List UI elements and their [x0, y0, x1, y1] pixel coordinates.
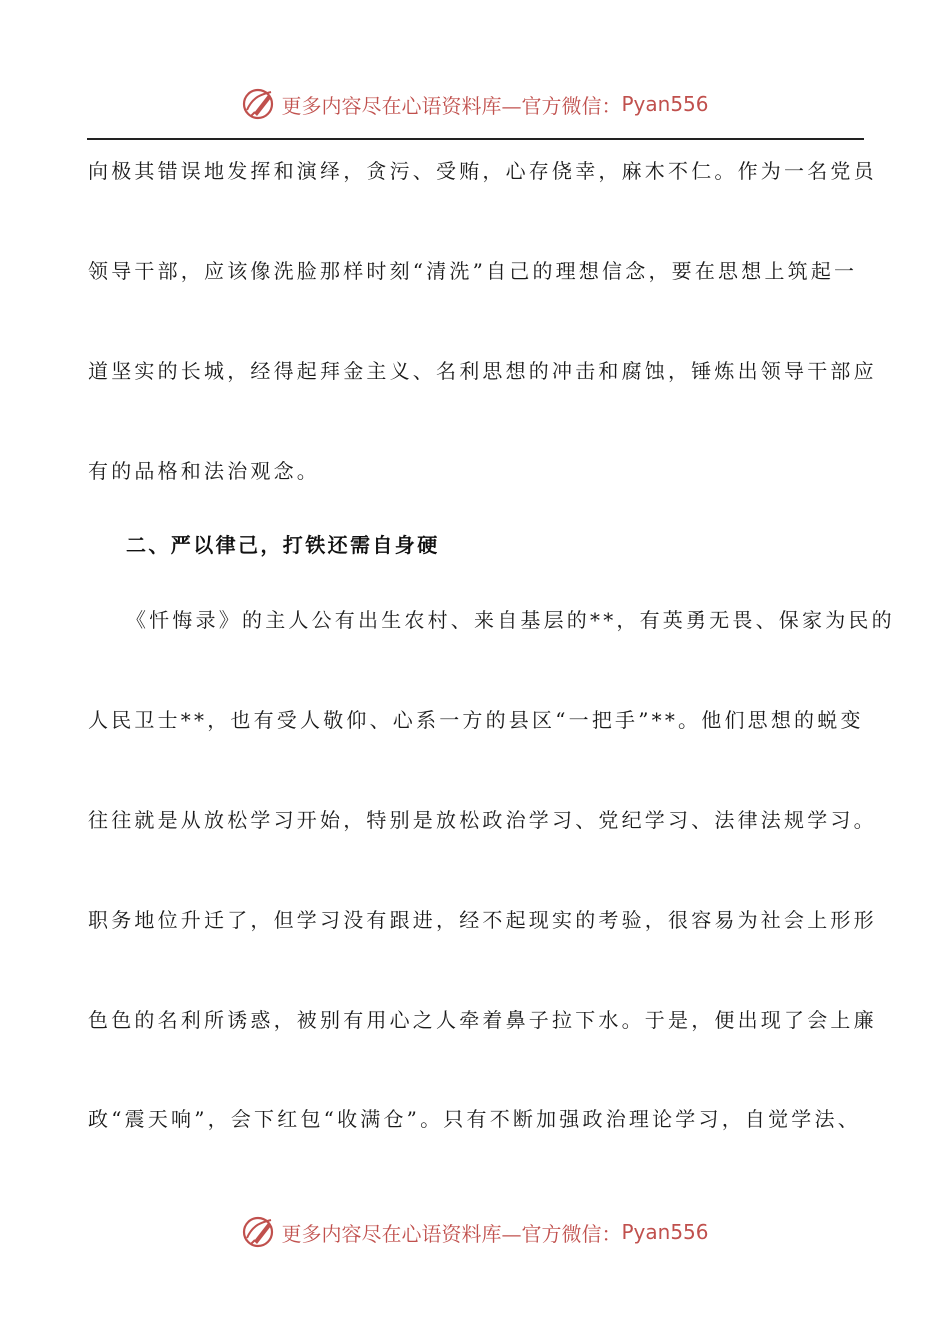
body-line-10: 政“震天响”，会下红包“收满仓”。只有不断加强政治理论学习，自觉学法、	[88, 1107, 861, 1131]
footer-wechat-id: Pyan556	[621, 1220, 709, 1244]
body-line-9: 色色的名利所诱惑，被别有用心之人牵着鼻子拉下水。于是，便出现了会上廉	[88, 1008, 877, 1032]
body-line-8: 职务地位升迁了，但学习没有跟进，经不起现实的考验，很容易为社会上形形	[88, 908, 877, 932]
header-banner	[0, 84, 950, 124]
section-heading: 二、严以律己，打铁还需自身硬	[126, 533, 440, 557]
header-wechat-id: Pyan556	[621, 92, 709, 116]
body-line-3: 道坚实的长城，经得起拜金主义、名利思想的冲击和腐蚀，锤炼出领导干部应	[88, 359, 877, 383]
body-line-2: 领导干部，应该像洗脸那样时刻“清洗”自己的理想信念，要在思想上筑起一	[88, 259, 858, 283]
pen-nib-logo-icon	[241, 1214, 277, 1250]
footer-banner	[0, 1212, 950, 1252]
header-divider	[87, 138, 864, 140]
body-line-5: 《忏悔录》的主人公有出生农村、来自基层的**，有英勇无畏、保家为民的	[126, 608, 895, 632]
body-line-6: 人民卫士**，也有受人敬仰、心系一方的县区“一把手”**。他们思想的蜕变	[88, 708, 864, 732]
body-line-1: 向极其错误地发挥和演绎，贪污、受贿，心存侥幸，麻木不仁。作为一名党员	[88, 159, 877, 183]
header-banner-text: 更多内容尽在心语资料库—官方微信：	[281, 93, 622, 118]
body-line-7: 往往就是从放松学习开始，特别是放松政治学习、党纪学习、法律法规学习。	[88, 808, 877, 832]
footer-banner-text: 更多内容尽在心语资料库—官方微信：	[281, 1221, 622, 1246]
pen-nib-logo-icon	[241, 86, 277, 122]
body-line-4: 有的品格和法治观念。	[88, 459, 320, 483]
